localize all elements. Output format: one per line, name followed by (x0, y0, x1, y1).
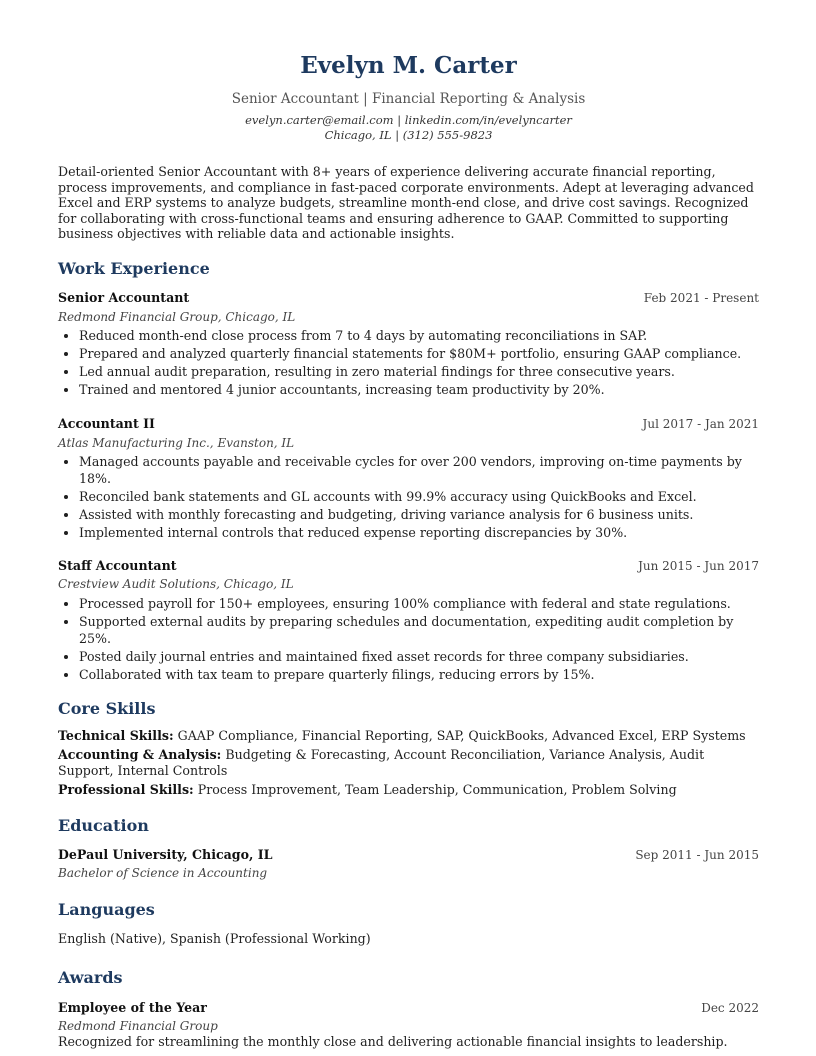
job-bullets (58, 596, 759, 685)
education-degree: Bachelor of Science in Accounting (58, 866, 268, 880)
job-bullets (58, 328, 759, 400)
job-title: Staff Accountant (58, 558, 177, 573)
list-item: • Supported external audits by preparing schedules and documentation, expediting audit completion by 25%. (79, 614, 759, 647)
section-title-education: Education (58, 816, 149, 835)
skill-text: GAAP Compliance, Financial Reporting, SAP, QuickBooks, Advanced Excel, ERP Systems (177, 728, 746, 743)
award-date: Dec 2022 (701, 1001, 759, 1015)
candidate-tagline: Senior Accountant | Financial Reporting & Analysis (231, 91, 586, 107)
job-organization: Crestview Audit Solutions, Chicago, IL (58, 577, 294, 591)
contact-email-linkedin: evelyn.carter@email.com | linkedin.com/in/evelyncarter (245, 113, 572, 127)
skill-text: Process Improvement, Team Leadership, Communication, Problem Solving (197, 782, 677, 797)
languages-list: English (Native), Spanish (Professional Working) (58, 931, 371, 946)
skill-line-accounting (58, 747, 759, 778)
candidate-name: Evelyn M. Carter (300, 52, 517, 79)
skill-line-technical (58, 728, 759, 744)
section-title-awards: Awards (58, 968, 123, 987)
job-organization: Redmond Financial Group, Chicago, IL (58, 310, 296, 324)
job-title: Senior Accountant (58, 290, 190, 305)
education-dates: Sep 2011 - Jun 2015 (635, 848, 759, 862)
list-item: • Led annual audit preparation, resulting in zero material findings for three consecutive years. (79, 364, 759, 381)
job-dates: Jun 2015 - Jun 2017 (638, 559, 759, 573)
job-dates: Feb 2021 - Present (643, 291, 759, 305)
skill-label: Technical Skills: (58, 728, 174, 743)
skill-label: Accounting & Analysis: (58, 747, 222, 762)
list-item: • Trained and mentored 4 junior accountants, increasing team productivity by 20%. (79, 382, 759, 399)
section-title-core-skills: Core Skills (58, 699, 156, 718)
list-item: • Collaborated with tax team to prepare quarterly filings, reducing errors by 15%. (79, 667, 759, 684)
skill-line-professional (58, 782, 759, 798)
list-item: • Managed accounts payable and receivable cycles for over 200 vendors, improving on-time payments by 18%. (79, 454, 759, 487)
award-description: Recognized for streamlining the monthly close and delivering actionable financial insights to leadership. (58, 1034, 728, 1049)
list-item: • Reconciled bank statements and GL accounts with 99.9% accuracy using QuickBooks and Excel. (79, 489, 759, 506)
list-item: • Assisted with monthly forecasting and budgeting, driving variance analysis for 6 business units. (79, 507, 759, 524)
job-title: Accountant II (58, 416, 155, 431)
skill-label: Professional Skills: (58, 782, 194, 797)
award-organization: Redmond Financial Group (58, 1019, 218, 1033)
education-school: DePaul University, Chicago, IL (58, 847, 273, 862)
section-title-work-experience: Work Experience (58, 259, 210, 278)
professional-summary: Detail-oriented Senior Accountant with 8+ years of experience delivering accurate financial reporting, process improvements, and compliance in fast-paced corporate environments. Adept at leveraging advanced Excel and ERP systems to analyze budgets, streamline month-end close, and drive cost savings. Recognized for collaborating with cross-functional teams and ensuring adherence to GAAP. Committed to supporting business objectives with reliable data and actionable insights. (58, 164, 754, 241)
section-title-languages: Languages (58, 900, 155, 919)
list-item: • Prepared and analyzed quarterly financial statements for $80M+ portfolio, ensuring GAAP compliance. (79, 346, 759, 363)
list-item: • Processed payroll for 150+ employees, ensuring 100% compliance with federal and state regulations. (79, 596, 759, 613)
job-bullets (58, 454, 759, 543)
list-item: • Implemented internal controls that reduced expense reporting discrepancies by 30%. (79, 525, 759, 542)
award-title: Employee of the Year (58, 1000, 207, 1015)
contact-location-phone: Chicago, IL | (312) 555-9823 (324, 128, 493, 142)
job-organization: Atlas Manufacturing Inc., Evanston, IL (58, 436, 295, 450)
job-dates: Jul 2017 - Jan 2021 (642, 417, 759, 431)
skill-text: Budgeting & Forecasting, Account Reconciliation, Variance Analysis, Audit Support, Internal Controls (58, 747, 705, 778)
list-item: • Reduced month-end close process from 7 to 4 days by automating reconciliations in SAP. (79, 328, 759, 345)
list-item: • Posted daily journal entries and maintained fixed asset records for three company subsidiaries. (79, 649, 759, 666)
